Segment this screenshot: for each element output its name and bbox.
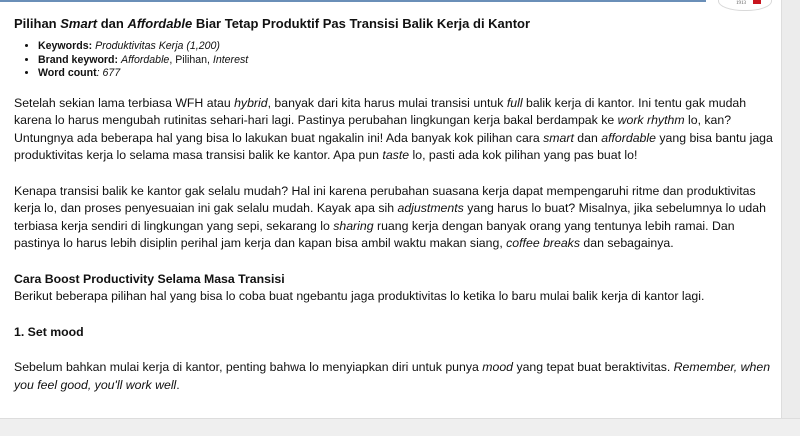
meta-keywords: • Keywords: Produktivitas Kerja (1,200) [38,40,778,54]
meta-brand-keyword: • Brand keyword: Affordable, Pilihan, Interest [38,54,778,68]
logo-red-mark [753,0,761,4]
sub-heading-set-mood: 1. Set mood [14,324,84,339]
section-heading: Cara Boost Productivity Selama Masa Transisi [14,271,285,286]
article-meta-list [14,40,778,81]
paragraph-why-transition: Kenapa transisi balik ke kantor gak selalu mudah? Hal ini karena perubahan suasana kerja dapat mempengaruhi ritme dan produktivitas kerja lo, dan proses penyesuaian ini gak selalu mudah. Kayak apa sih adjustments yang harus lo buat? Misalnya, jika sebelumnya lo udah terbiasa kerja sendiri di lingkungan yang sepi, sekarang lo sharing ruang kerja dengan banyak orang yang tentunya lebih ramai. Dan pastinya lo harus lebih disiplin perihal jam kerja dan kapan bisa ambil waktu makan siang, coffee breaks dan sebagainya. [14,183,766,250]
paragraph-section-intro: Berikut beberapa pilihan hal yang bisa lo coba buat ngebantu jaga produktivitas lo ketika lo baru mulai balik kerja di kantor lagi. [14,289,705,303]
logo-year: 1913 [736,1,746,6]
document-body [14,14,778,394]
vertical-scrollbar[interactable] [781,0,800,418]
paragraph-set-mood: Sebelum bahkan mulai kerja di kantor, penting bahwa lo menyiapkan diri untuk punya mood yang tepat buat beraktivitas. Remember, when you feel good, you'll work well. [14,360,771,392]
article-title: Pilihan Smart dan Affordable Biar Tetap Produktif Pas Transisi Balik Kerja di Kantor [14,16,531,31]
horizontal-scrollbar[interactable] [0,418,800,436]
top-divider [0,0,706,2]
paragraph-intro: Setelah sekian lama terbiasa WFH atau hybrid, banyak dari kita harus mulai transisi untuk full balik kerja di kantor. Ini tentu gak mudah karena lo harus mengubah rutinitas sehari-hari lagi. Pastinya perubahan lingkungan kerja bakal berdampak ke work rhythm lo, kan? Untungnya ada beberapa hal yang bisa lo lakukan buat ngakalin ini! Ada banyak kok pilihan cara smart dan affordable yang bisa bantu jaga produktivitas kerja lo selama masa transisi balik ke kantor. Apa pun taste lo, pasti ada kok pilihan yang pas buat lo! [14,95,773,162]
meta-word-count: • Word count: 677 [38,67,778,81]
